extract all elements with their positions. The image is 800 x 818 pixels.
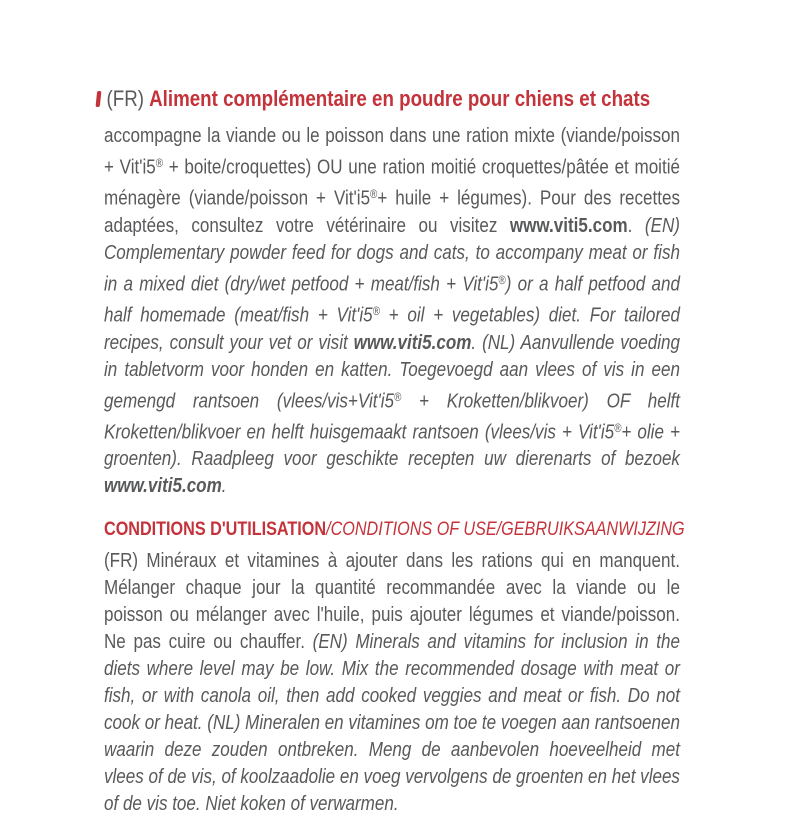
text-run: ® [498, 273, 506, 287]
text-run: accompagne la viande ou le poisson dans une ration mixte (viande/poisson + Vit'i5 [104, 125, 680, 179]
text-run: /CONDITIONS OF USE/GEBRUIKSAANWIJZING [326, 519, 685, 541]
text-run: ® [614, 421, 622, 435]
label-panel [104, 86, 685, 818]
text-run: ® [393, 390, 402, 404]
text-run: . [221, 475, 227, 498]
product-title-text: Aliment complémentaire en poudre pour chiens et chats [149, 86, 651, 111]
conditions-paragraph [104, 548, 680, 818]
text-run: (EN) Complementary powder feed for dogs and cats, to accompany meat or fish in a mixed diet (dry/wet petfood + meat/fish + Vit'i5 [104, 214, 680, 296]
intro-paragraph [104, 123, 680, 500]
language-prefix: (FR) [106, 86, 145, 111]
text-run: + huile + légumes). Pour des recettes adaptées, consultez votre vétérinaire ou visitez [104, 187, 680, 237]
brand-apostrophe-icon [95, 91, 101, 107]
text-run: ® [370, 188, 378, 202]
text-run: (NL) Mineralen en vitamines om toe te voegen aan rantsoenen waarin deze zouden ontbreken. Meng de aanbevolen hoeveelheid met vlees of de vis, of koolzaadolie en voeg vervolgens de groenten en het vlees of de vis toe. Niet koken of verwarmen. [104, 712, 680, 816]
conditions-heading [104, 517, 685, 543]
text-run: + olie + groenten). Raadpleeg voor geschikte recepten uw dierenarts of bezoek [104, 421, 680, 471]
text-run: . [627, 214, 645, 237]
text-run: . [471, 331, 483, 354]
text-run: (NL) Aanvullende voeding in tabletvorm voor honden en katten. Toegevoegd aan vlees of vis in een gemengd rantsoen (vlees/vis+Vit'i5 [104, 331, 680, 412]
text-run: (EN) Minerals and vitamins for inclusion in the diets where level may be low. Mix the recommended dosage with meat or fish, or with canola oil, then add cooked veggies and meat or fish. Do not cook or heat. [104, 631, 680, 735]
text-run: ® [155, 157, 164, 170]
website-url: www.viti5.com [353, 331, 472, 354]
text-run: + oil + vegetables) diet. For tailored recipes, consult your vet or visit [104, 304, 680, 354]
text-run: + boite/croquettes) OU une ration moitié croquettes/pâtée et moitié ménagère (viande/poisson + Vit'i5 [104, 156, 680, 210]
product-title [104, 86, 680, 112]
website-url: www.viti5.com [509, 214, 628, 237]
text-run: ® [372, 305, 380, 319]
text-run: + Kroketten/blikvoer) OF helft Kroketten/blikvoer en helft huisgemaakt rantsoen (vlees/vis + Vit'i5 [104, 389, 680, 444]
text-run: CONDITIONS D'UTILISATION [104, 519, 327, 541]
text-run: ) or a half petfood and half homemade (meat/fish + Vit'i5 [104, 273, 680, 327]
website-url: www.viti5.com [104, 475, 222, 498]
text-run: (FR) Minéraux et vitamines à ajouter dans les rations qui en manquent. Mélanger chaque jour la quantité recommandée avec la viande ou le poisson ou mélanger avec l'huile, puis ajouter légumes et viande/poisson. Ne pas cuire ou chauffer. [104, 550, 680, 654]
